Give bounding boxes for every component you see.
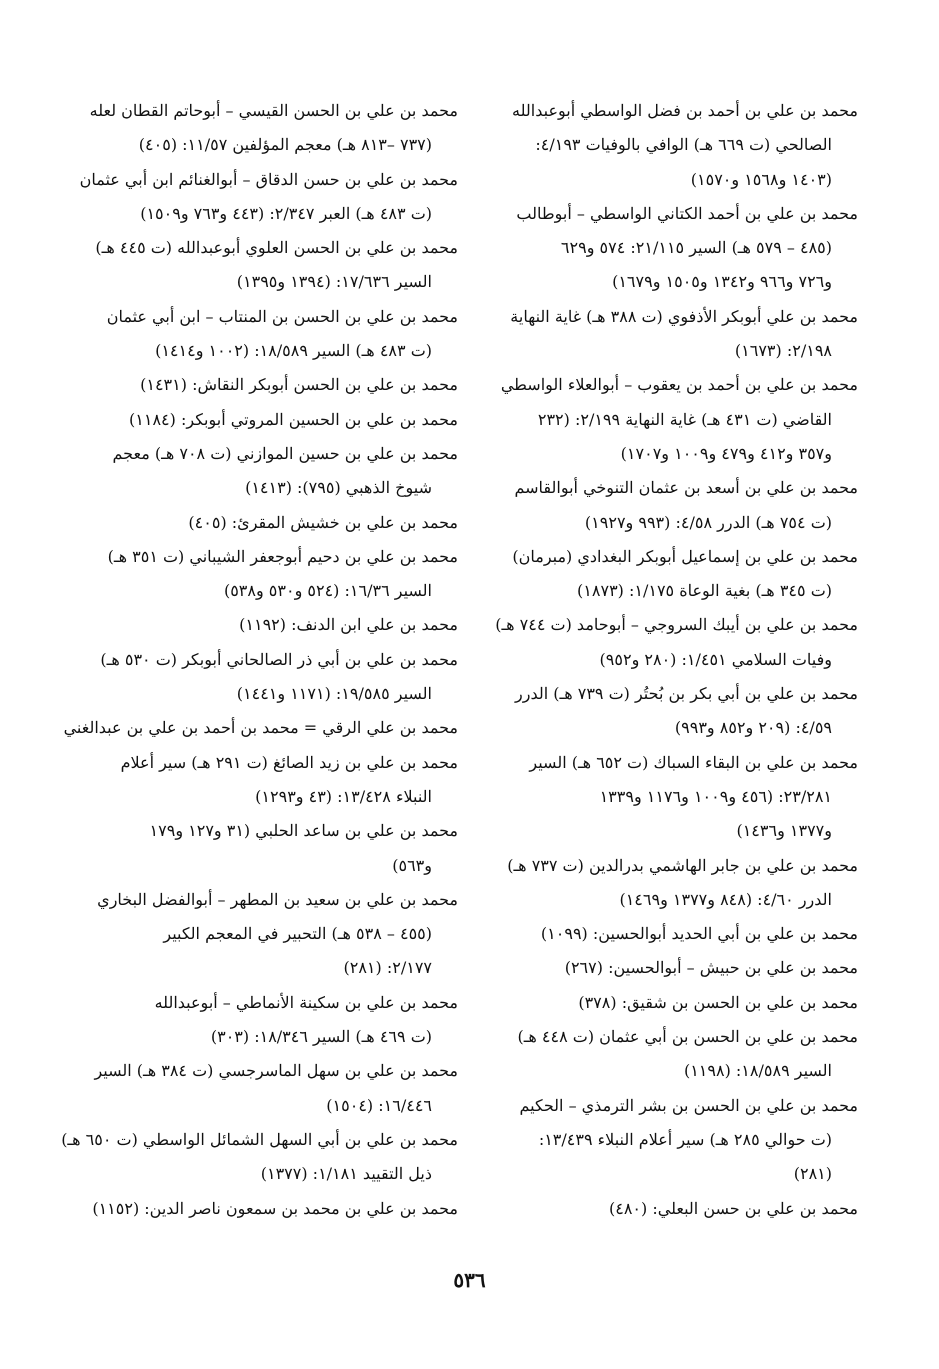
entry-continuation-line: السير ١٧/٦٣٦: (١٣٩٤ و١٣٩٥)	[236, 272, 432, 292]
entry-headword-line: محمد بن علي بن أحمد بن يعقوب – أبوالعلاء الواسطي	[500, 375, 858, 395]
entry-headword-line: محمد بن علي بن جابر الهاشمي بدرالدين (ت ٧٣٧ هـ)	[507, 855, 858, 875]
entry-headword-line: محمد بن علي بن حسن البعلي: (٤٨٠)	[608, 1198, 858, 1218]
entry-continuation-line: ٢٣/٢٨١: (٤٥٦ و١٠٠٩ و١١٧٦ و١٣٣٩	[599, 786, 832, 806]
index-entry	[58, 746, 458, 815]
entry-continuation-line: (٤٥٥ – ٥٣٨ هـ) التحبير في المعجم الكبير	[163, 924, 432, 944]
entry-headword-line: محمد بن علي بن أبي ذر الصالحاني أبوبكر (ت ٥٣٠ هـ)	[100, 649, 458, 669]
entry-continuation-line: السير ١٨/٥٨٩: (١١٩٨)	[683, 1061, 832, 1081]
entry-continuation-line: الصالحي (ت ٦٦٩ هـ) الوافي بالوفيات ٤/١٩٣:	[535, 135, 832, 155]
index-entry	[466, 608, 858, 677]
index-entry	[58, 608, 458, 642]
entry-continuation-line: (ت ٧٥٤ هـ) الدرر ٤/٥٨: (٩٩٣ و١٩٢٧)	[584, 512, 832, 532]
entry-headword-line: محمد بن علي بن إسماعيل أبوبكر البغدادي (مبرمان)	[512, 546, 858, 566]
entry-continuation-line: شيوخ الذهبي (٧٩٥): (١٤١٣)	[245, 478, 432, 498]
index-entry	[466, 94, 858, 197]
entry-headword-line: محمد بن علي بن أسعد بن عثمان التنوخي أبوالقاسم	[514, 478, 858, 498]
index-entry	[466, 471, 858, 540]
index-entry	[58, 711, 458, 745]
entry-continuation-line: ٢/١٩٨: (١٦٧٣)	[734, 341, 832, 361]
index-entry	[58, 1054, 458, 1123]
entry-continuation-line: ٤/٥٩: (٢٠٩ و٨٥٢ و٩٩٣)	[674, 718, 832, 738]
entry-headword-line: محمد بن علي ابن الدنف: (١١٩٢)	[239, 615, 458, 635]
entry-continuation-line: السير ١٦/٣٦: (٥٢٤ و٥٣٠ و٥٣٨)	[223, 581, 432, 601]
index-entry	[466, 746, 858, 849]
entry-headword-line: محمد بن علي بن زيد الصائغ (ت ٢٩١ هـ) سير أعلام	[120, 752, 458, 772]
index-entry	[466, 368, 858, 471]
index-entry	[58, 883, 458, 986]
entry-continuation-line: ١٦/٤٤٦: (١٥٠٤)	[326, 1095, 432, 1115]
entry-headword-line: محمد بن علي بن محمد بن سمعون ناصر الدين: (١١٥٢)	[92, 1198, 458, 1218]
entry-continuation-line: (ت ٣٤٥ هـ) بغية الوعاة ١/١٧٥: (١٨٧٣)	[577, 581, 832, 601]
index-entry	[58, 506, 458, 540]
entry-continuation-line: (ت ٤٨٣ هـ) العبر ٢/٣٤٧: (٤٤٣ و٧٦٣ و١٥٠٩)	[140, 203, 432, 223]
index-entry	[58, 814, 458, 883]
index-entry	[58, 163, 458, 232]
entry-continuation-line: الدرر ٤/٦٠: (٨٤٨ و١٣٧٧ و١٤٦٩)	[619, 889, 832, 909]
index-entry	[466, 540, 858, 609]
entry-headword-line: محمد بن علي بن أحمد بن فضل الواسطي أبوعبدالله	[512, 101, 858, 120]
entry-headword-line: محمد بن علي بن الحسن بن شقيق: (٣٧٨)	[578, 992, 858, 1012]
index-entry	[58, 986, 458, 1055]
entry-continuation-line: و٣٥٧ و٤١٢ و٤٧٩ و١٠٠٩ و١٧٠٧)	[620, 443, 832, 463]
entry-headword-line: محمد بن علي بن أحمد الكتاني الواسطي – أبوطالب	[516, 203, 858, 223]
entry-headword-line: محمد بن علي بن سهل الماسرجسي (ت ٣٨٤ هـ) السير	[94, 1061, 458, 1081]
index-entry	[58, 368, 458, 402]
entry-headword-line: محمد بن علي بن أبي الحديد أبوالحسين: (١٠٩٩)	[540, 924, 858, 944]
entry-headword-line: محمد بن علي بن الحسن بن المنتاب – ابن أبي عثمان	[106, 306, 458, 326]
entry-continuation-line: (٤٨٥ – ٥٧٩ هـ) السير ٢١/١١٥: ٥٧٤ و٦٢٩	[560, 238, 832, 258]
entry-headword-line: محمد بن علي بن سعيد بن المطهر – أبوالفضل البخاري	[97, 889, 458, 909]
left-column	[58, 94, 458, 1226]
right-column	[466, 94, 858, 1226]
entry-headword-line: محمد بن علي بن حسين الموازني (ت ٧٠٨ هـ) معجم	[112, 443, 458, 463]
index-entry	[466, 917, 858, 951]
entry-continuation-line: وفيات السلامي ١/٤٥١: (٢٨٠ و٩٥٢)	[599, 649, 832, 669]
entry-continuation-line: و١٣٧٧ و١٤٣٦)	[736, 821, 832, 841]
index-entry	[466, 197, 858, 300]
entry-headword-line: محمد بن علي بن البقاء السباك (ت ٦٥٢ هـ) السير	[529, 752, 858, 772]
index-entry	[58, 94, 458, 163]
entry-headword-line: محمد بن علي بن الحسن العلوي أبوعبدالله (ت ٤٤٥ هـ)	[95, 238, 458, 258]
index-entry	[58, 1123, 458, 1192]
index-entry	[58, 231, 458, 300]
index-entry	[58, 437, 458, 506]
entry-continuation-line: و٧٢٦ و٩٦٦ و١٣٤٢ و١٥٠٥ و١٦٧٩)	[612, 272, 832, 292]
entry-headword-line: محمد بن علي بن الحسين المروتي أبوبكر: (١١٨٤)	[129, 409, 458, 429]
entry-headword-line: محمد بن علي بن خشيش المقرئ: (٤٠٥)	[188, 512, 458, 532]
index-entry	[58, 540, 458, 609]
entry-headword-line: محمد بن علي بن أبي بكر بن بُحتُر (ت ٧٣٩ هـ) الدرر	[515, 684, 858, 704]
entry-headword-line: محمد بن علي بن أبي السهل الشمائل الواسطي (ت ٦٥٠ هـ)	[61, 1129, 458, 1149]
index-entry	[466, 951, 858, 985]
entry-headword-line: محمد بن علي بن الحسن أبوبكر النقاش: (١٤٣١)	[140, 375, 458, 395]
entry-headword-line: محمد بن علي بن حسن الدقاق – أبوالغنائم ابن أبي عثمان	[79, 169, 458, 189]
entry-continuation-line: السير ١٩/٥٨٥: (١١٧١ و١٤٤١)	[236, 684, 432, 704]
entry-continuation-line: (ت حوالي ٢٨٥ هـ) سير أعلام النبلاء ١٣/٤٣٩:	[538, 1129, 832, 1149]
page-number: ٥٣٦	[453, 1268, 486, 1292]
entry-continuation-line: (ت ٤٨٣ هـ) السير ١٨/٥٨٩: (١٠٠٢ و١٤١٤)	[155, 341, 432, 361]
index-entry	[466, 300, 858, 369]
index-entry	[466, 986, 858, 1020]
entry-headword-line: محمد بن علي أبوبكر الأذفوي (ت ٣٨٨ هـ) غاية النهاية	[510, 306, 858, 326]
index-entry	[466, 1089, 858, 1192]
entry-headword-line: محمد بن علي بن الحسن القيسي – أبوحاتم القطان لعله	[89, 101, 458, 120]
entry-headword-line: محمد بن علي بن الحسن بن أبي عثمان (ت ٤٤٨ هـ)	[517, 1027, 858, 1047]
entry-continuation-line: (ت ٤٦٩ هـ) السير ١٨/٣٤٦: (٣٠٣)	[210, 1027, 432, 1047]
entry-headword-line: محمد بن علي بن سكينة الأنماطي – أبوعبدالله	[154, 992, 458, 1012]
entry-continuation-line: القاضي (ت ٤٣١ هـ) غاية النهاية ٢/١٩٩: (٢٣٢	[537, 409, 832, 429]
entry-headword-line: محمد بن علي بن أيبك السروجي – أبوحامد (ت ٧٤٤ هـ)	[495, 615, 858, 635]
entry-headword-line: محمد بن علي الرقي = محمد بن أحمد بن علي بن عبدالغني	[63, 718, 458, 738]
index-entry	[58, 1192, 458, 1226]
entry-continuation-line: ٢/١٧٧: (٢٨١)	[343, 958, 432, 978]
index-entry	[466, 849, 858, 918]
entry-headword-line: محمد بن علي بن الحسن بن بشر الترمذي – الحكيم	[519, 1095, 858, 1115]
index-entry	[58, 300, 458, 369]
entry-continuation-line: ذيل التقييد ١/١٨١: (١٣٧٧)	[260, 1164, 432, 1184]
entry-continuation-line: (١٤٠٣ و١٥٦٨ و١٥٧٠)	[690, 169, 832, 189]
entry-headword-line: محمد بن علي بن حبيش – أبوالحسين: (٢٦٧)	[564, 958, 858, 978]
entry-continuation-line: (٧٣٧ –٨١٣ هـ) معجم المؤلفين ١١/٥٧: (٤٠٥)	[138, 135, 432, 155]
entry-headword-line: محمد بن علي بن دحيم أبوجعفر الشيباني (ت ٣٥١ هـ)	[107, 546, 458, 566]
entry-headword-line: محمد بن علي بن ساعد الحلبي (٣١ و١٢٧ و١٧٩	[149, 821, 458, 841]
index-entry	[58, 403, 458, 437]
index-entry	[466, 1192, 858, 1226]
index-entry	[58, 643, 458, 712]
index-entry	[466, 1020, 858, 1089]
entry-continuation-line: (٢٨١)	[793, 1164, 832, 1184]
entry-continuation-line: النبلاء ١٣/٤٢٨: (٤٣ و١٢٩٣)	[255, 786, 432, 806]
entry-continuation-line: و٥٦٣)	[392, 855, 432, 875]
index-entry	[466, 677, 858, 746]
